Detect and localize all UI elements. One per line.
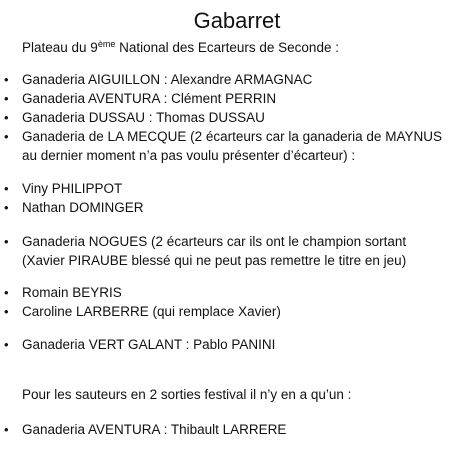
page-title: Gabarret: [193, 8, 281, 33]
list-item: Ganaderia VERT GALANT : Pablo PANINI: [22, 337, 276, 352]
bullet-icon: •: [4, 110, 9, 125]
sauteurs-intro: Pour les sauteurs en 2 sorties festival il n’y en a qu’un :: [22, 387, 352, 402]
list-item: Ganaderia DUSSAU : Thomas DUSSAU: [22, 110, 265, 125]
bullet-icon: •: [4, 422, 9, 437]
bullet-icon: •: [4, 129, 9, 144]
list-item-continuation: au dernier moment n’a pas voulu présenter d’écarteur) :: [22, 148, 356, 163]
bullet-icon: •: [4, 337, 9, 352]
bullet-icon: •: [4, 304, 9, 319]
list-item: Ganaderia AVENTURA : Clément PERRIN: [22, 91, 277, 106]
bullet-icon: •: [4, 200, 9, 215]
list-item: Caroline LARBERRE (qui remplace Xavier): [22, 304, 281, 319]
bullet-icon: •: [4, 285, 9, 300]
intro-line: [22, 39, 339, 57]
list-item-continuation: (Xavier PIRAUBE blessé qui ne peut pas remettre le titre en jeu): [22, 253, 407, 268]
list-item: Romain BEYRIS: [22, 285, 122, 300]
list-item: Ganaderia AVENTURA : Thibault LARRERE: [22, 422, 287, 437]
list-item: Nathan DOMINGER: [22, 200, 144, 215]
list-item: Ganaderia NOGUES (2 écarteurs car ils ont le champion sortant: [22, 234, 407, 249]
list-item: Ganaderia AIGUILLON : Alexandre ARMAGNAC: [22, 72, 313, 87]
list-item: Ganaderia de LA MECQUE (2 écarteurs car la ganaderia de MAYNUS: [22, 129, 442, 144]
intro-before: Plateau du 9: [22, 40, 98, 55]
intro-superscript: ème: [97, 39, 116, 49]
bullet-icon: •: [4, 72, 9, 87]
bullet-icon: •: [4, 181, 9, 196]
intro-after: National des Ecarteurs de Seconde :: [115, 40, 339, 55]
bullet-icon: •: [4, 91, 9, 106]
list-item: Viny PHILIPPOT: [22, 181, 123, 196]
bullet-icon: •: [4, 234, 9, 249]
